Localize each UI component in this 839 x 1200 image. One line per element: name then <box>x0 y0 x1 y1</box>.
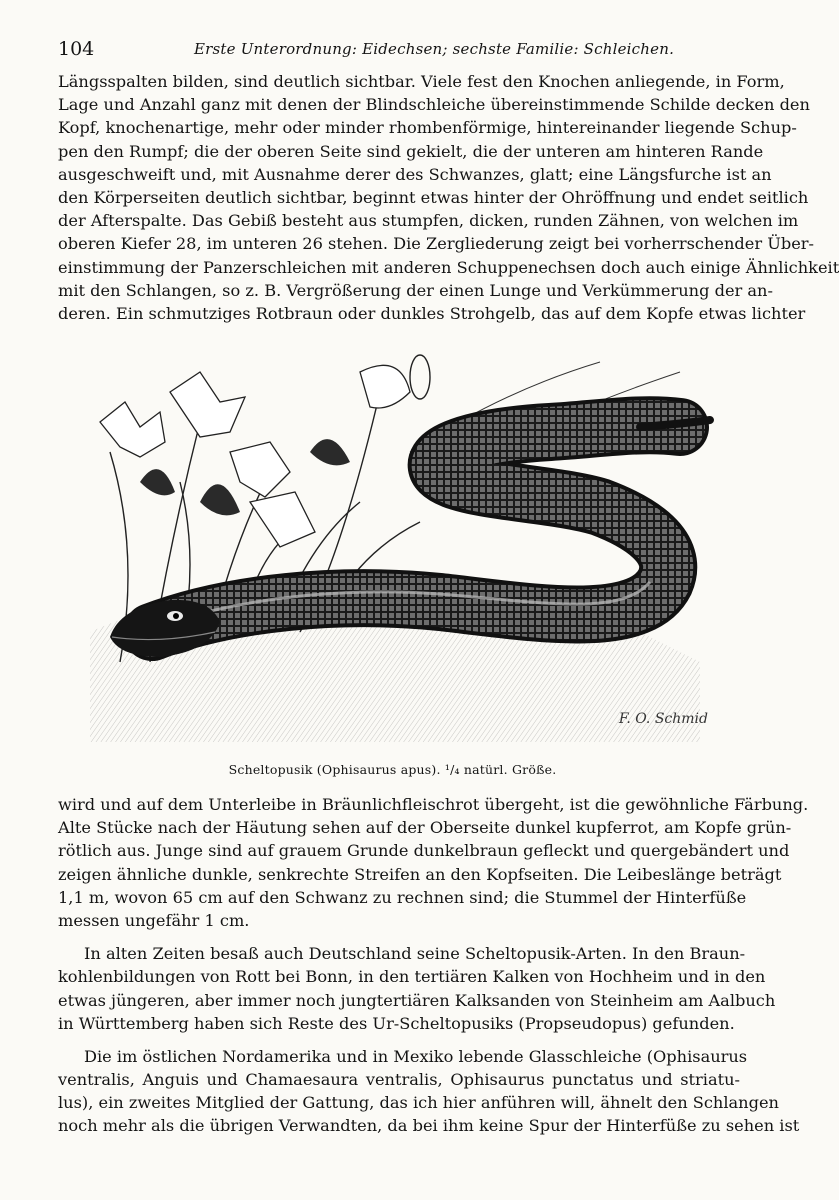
text-line: pen den Rumpf; die der oberen Seite sind gekielt, die der unteren am hinteren Rande <box>58 141 764 161</box>
text-line: den Körperseiten deutlich sichtbar, beginnt etwas hinter der Ohröffnung und endet seitlich <box>58 187 809 207</box>
text-line: oberen Kiefer 28, im unteren 26 stehen. Die Zergliederung zeigt bei vorherrschender Über- <box>58 234 814 254</box>
text-line: noch mehr als die übrigen Verwandten, da bei ihm keine Spur der Hinterfüße zu sehen ist <box>58 1116 800 1136</box>
illustrator-signature: F. O. Schmid <box>618 711 708 727</box>
lizard-illustration <box>80 332 720 757</box>
body-text-top <box>58 70 839 325</box>
text-line: In alten Zeiten besaß auch Deutschland seine Scheltopusik-Arten. In den Braun- <box>84 944 746 964</box>
text-line: etwas jüngeren, aber immer noch jungtertiären Kalksanden von Steinheim am Aalbuch <box>58 990 776 1010</box>
text-line: einstimmung der Panzerschleichen mit anderen Schuppenechsen doch auch einige Ähnlichkeit <box>58 257 839 277</box>
text-line: mit den Schlangen, so z. B. Vergrößerung der einen Lunge und Verkümmerung der an- <box>58 280 773 300</box>
text-line: lus), ein zweites Mitglied der Gattung, das ich hier anführen will, ähnelt den Schlangen <box>58 1093 779 1113</box>
text-line: kohlenbildungen von Rott bei Bonn, in den tertiären Kalken von Hochheim und in den <box>58 967 766 987</box>
text-line: messen ungefähr 1 cm. <box>58 910 250 930</box>
text-line: in Württemberg haben sich Reste des Ur-Scheltopusiks (Propseudopus) gefunden. <box>58 1013 735 1033</box>
text-line: Kopf, knochenartige, mehr oder minder rhombenförmige, hintereinander liegende Schup- <box>58 118 797 138</box>
caption-scale: ¹/₄ natürl. Größe. <box>444 762 557 777</box>
page-number: 104 <box>58 38 95 60</box>
text-line: ausgeschweift und, mit Ausnahme derer des Schwanzes, glatt; eine Längsfurche ist an <box>58 164 772 184</box>
text-line: rötlich aus. Junge sind auf grauem Grunde dunkelbraun gefleckt und quergebändert und <box>58 841 790 861</box>
text-line: 1,1 m, wovon 65 cm auf den Schwanz zu rechnen sind; die Stummel der Hinterfüße <box>58 887 747 907</box>
running-head <box>58 38 738 62</box>
text-line: Lage und Anzahl ganz mit denen der Blindschleiche übereinstimmende Schilde decken den <box>58 95 810 115</box>
text-line: ventralis, Anguis und Chamaesaura ventralis, Ophisaurus punctatus und striatu- <box>58 1070 740 1090</box>
text-line: wird und auf dem Unterleibe in Bräunlichfleischrot übergeht, ist die gewöhnliche Färbung. <box>58 795 809 814</box>
text-line: deren. Ein schmutziges Rotbraun oder dunkles Strohgelb, das auf dem Kopfe etwas lichter <box>58 303 806 323</box>
text-line: Längsspalten bilden, sind deutlich sichtbar. Viele fest den Knochen anliegende, in Form, <box>58 72 785 91</box>
running-head-title: Erste Unterordnung: Eidechsen; sechste Familie: Schleichen. <box>194 40 675 58</box>
text-line: Die im östlichen Nordamerika und in Mexiko lebende Glasschleiche (Ophisaurus <box>84 1046 748 1066</box>
caption-latin-name: (Ophisaurus apus). <box>316 762 441 777</box>
body-text-bottom <box>58 793 809 1138</box>
figure-caption <box>0 762 785 777</box>
text-line: Alte Stücke nach der Häutung sehen auf der Oberseite dunkel kupferrot, am Kopfe grün- <box>58 818 792 838</box>
text-line: der Afterspalte. Das Gebiß besteht aus stumpfen, dicken, runden Zähnen, von welchen im <box>58 211 799 231</box>
text-line: zeigen ähnliche dunkle, senkrechte Streifen an den Kopfseiten. Die Leibeslänge beträgt <box>58 864 782 884</box>
caption-german-name: Scheltopusik <box>228 762 313 777</box>
